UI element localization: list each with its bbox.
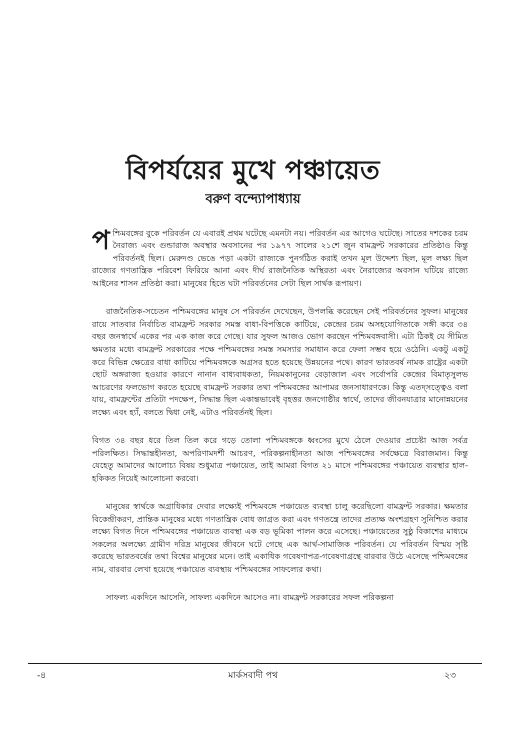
paragraph-2: রাজনৈতিক-সচেতন পশ্চিমবঙ্গের মানুষ সে পরিবর্তন দেখেছেন, উপলব্ধি করেছেন সেই পরিবর্তনের সুফল। মানুষের রায়ে সাতবার নির্বাচিত বামফ্রন্ট সরকার সমস্ত বাধা-বিপত্তিকে কাটিয়ে, কেন্দ্রের চরম অসহযোগিতাকে সঙ্গী করে ৩৪ বছর জনস্বার্থে একের পর এক কাজ করে গেছে। যার সুফল আজও ভোগ করছেন পশ্চিমবঙ্গবাসী। এটা ঠিকই যে সীমিত ক্ষমতার মধ্যে বামফ্রন্ট সরকারের পক্ষে পশ্চিমবঙ্গের সমস্ত সমস্যার সমাধান করে ফেলা সম্ভব হয়ে ওঠেনি। একটু একটু করে বিভিন্ন ক্ষেত্রের বাধা কাটিয়ে পশ্চিমবঙ্গকে অগ্রসর হতে হয়েছে উন্নয়নের পথে। কারণ ভারতবর্ষ নামক রাষ্ট্রের একটা ছোট অঙ্গরাজ্য হওয়ার কারণে নানান বাধ্যবাধকতা, নিয়মকানুনের বেড়াজাল এবং সর্বোপরি কেন্দ্রের বিমাতৃসুলভ আচরণের ফলভোগ করতে হয়েছে বামফ্রন্ট সরকার তথা পশ্চিমবঙ্গের আপামর জনসাধারণকে। কিন্তু এতদ্সত্ত্বেও বলা যায়, বামফ্রন্টের প্রতিটা পদক্ষেপ, সিদ্ধান্ত ছিল একান্তভাবেই বৃহত্তর জনগোষ্ঠীর স্বার্থে, তাদের জীবনযাত্রার মানোন্নয়নের লক্ষ্যে এবং হ্যাঁ, বলতে দ্বিধা নেই, এটাও পরিবর্তনই ছিল।: [92, 306, 468, 417]
drop-cap: প: [92, 225, 110, 256]
footer-rule: [28, 663, 482, 664]
paragraph-5: সাফল্য একদিনে আসেনি, সাফল্য একদিনে আসেও না। বামফ্রন্ট সরকারের সফল পরিকল্পনা: [106, 592, 394, 603]
article-title: বিপর্যয়ের মুখে পঞ্চায়েত: [125, 156, 381, 186]
article-body: [92, 214, 468, 619]
footer-publication-name: মার্কসবাদী পথ: [228, 671, 278, 681]
paragraph-4: মানুষের স্বার্থকে অগ্রাধিকার দেবার লক্ষ্যেই পশ্চিমবঙ্গে পঞ্চায়েত ব্যবস্থা চালু করেছিলো বামফ্রন্ট সরকার। ক্ষমতার বিকেন্দ্রীকরণ, প্রান্তিক মানুষের মধ্যে গণতান্ত্রিক বোধ জাগ্রত করা এবং গণতন্ত্রে তাদের প্রত্যক্ষ অংশগ্রহণ সুনিশ্চিত করার লক্ষ্যে বিগত দিনে পশ্চিমবঙ্গের পঞ্চায়েত ব্যবস্থা এক বড় ভূমিকা পালন করে এসেছে। পঞ্চায়েতের সুষ্ঠু বিকাশের মাধ্যমে সকলের অলক্ষ্যে গ্রামীণ দরিদ্র মানুষের জীবনে ঘটে গেছে এক আর্থ-সামাজিক পরিবর্তন। যে পরিবর্তন বিস্ময় সৃষ্টি করেছে ভারতবর্ষের তথা বিশ্বের মানুষের মনে। তাই একাধিক গবেষণাপত্র-গবেষণাগ্রন্থে বারবার উঠে এসেছে পশ্চিমবঙ্গের নাম, বারবার লেখা হয়েছে পঞ্চায়েত ব্যবস্থায় পশ্চিমবঙ্গের সাফল্যের কথা।: [92, 501, 468, 575]
paragraph-1-text: শ্চিমবঙ্গের বুকে পরিবর্তন যে এবারই প্রথম ঘটেছে এমনটা নয়। পরিবর্তন এর আগেও ঘটেছে। সাতের দশকের চরম নৈরাজ্য এবং গুন্ডারাজ অবস্থার অবসানের পর ১৯৭৭ সালের ২১শে জুন বামফ্রন্ট সরকারের প্রতিষ্ঠাও কিন্তু পরিবর্তনই ছিল। মেরুদণ্ড ভেঙে পড়া একটা রাজ্যকে পুনর্গঠিত করাই তখন মূল উদ্দেশ্য ছিল, মূল লক্ষ্য ছিল রাজ্যের গণতান্ত্রিক পরিবেশ ফিরিয়ে আনা এবং দীর্ঘ রাজনৈতিক অস্থিরতা এবং নৈরাজ্যের অবসান ঘটিয়ে রাজ্যে আইনের শাসন প্রতিষ্ঠা করা। মানুষের হিতে ঘটা পরিবর্তনের সেটা ছিল সার্থক রূপায়ণ।: [92, 227, 468, 288]
paragraph-3: বিগত ৩৪ বছর ধরে তিল তিল করে গড়ে তোলা পশ্চিমবঙ্গকে ধ্বংসের মুখে ঠেলে দেওয়ার প্রচেষ্টা আজ সর্বত্র পরিলক্ষিত। সিদ্ধান্তহীনতা, অপরিণামদর্শী আচরণ, পরিকল্পনাহীনতা আজ পশ্চিমবঙ্গের সর্বক্ষেত্রে বিরাজমান। কিন্তু যেহেতু আমাদের আলোচ্য বিষয় শুধুমাত্র পঞ্চায়েত, তাই আমরা বিগত ২১ মাসে পশ্চিমবঙ্গের পঞ্চায়েত ব্যবস্থার হাল-হকিকত নিয়েই আলোচনা করবো।: [92, 435, 468, 483]
footer-left-number: -৪: [37, 671, 47, 681]
page-number: ২৩: [444, 671, 456, 681]
paragraph-1: [92, 227, 468, 290]
article-author: বরুণ বন্দ্যোপাধ্যায়: [205, 192, 301, 207]
